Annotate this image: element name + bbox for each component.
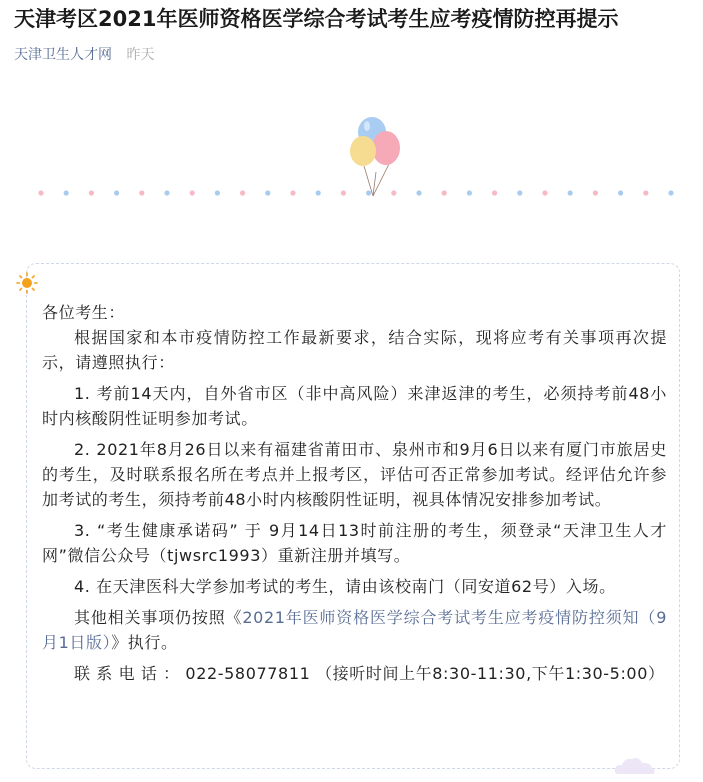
other-matters-paragraph — [42, 605, 667, 655]
divider-dot — [643, 190, 648, 195]
divider-dot — [64, 190, 69, 195]
divider-dot — [265, 190, 270, 195]
greeting: 各位考生： — [42, 303, 126, 322]
divider-dot — [542, 190, 547, 195]
divider-dot — [139, 190, 144, 195]
divider-dot — [89, 190, 94, 195]
divider-dot — [316, 190, 321, 195]
decorative-dots-divider — [36, 188, 676, 198]
guideline-link[interactable]: 2021年医师资格医学综合考试考生应考疫情防控须知（9月1日版） — [42, 608, 667, 652]
balloon-yellow — [350, 136, 376, 166]
divider-dot — [38, 190, 43, 195]
divider-dot — [442, 190, 447, 195]
notice-item-2: 2. 2021年8月26日以来有福建省莆田市、泉州市和9月6日以来有厦门市旅居史的考生，及时联系报名所在考点并上报考区，评估可否正常参加考试。经评估允许参加考试的考生，须持考前48小时内核酸阴性证明，视具体情况安排参加考试。 — [42, 440, 667, 509]
divider-dot — [366, 190, 371, 195]
notice-item-4: 4. 在天津医科大学参加考试的考生，请由该校南门（同安道62号）入场。 — [74, 577, 616, 596]
publish-time: 昨天 — [126, 47, 155, 63]
divider-dot — [290, 190, 295, 195]
intro-paragraph: 根据国家和本市疫情防控工作最新要求，结合实际，现将应考有关事项再次提示，请遵照执行： — [42, 328, 667, 372]
divider-dot — [492, 190, 497, 195]
divider-dot — [391, 190, 396, 195]
divider-dot — [517, 190, 522, 195]
balloon-pink — [372, 131, 400, 165]
divider-dot — [568, 190, 573, 195]
cloud-decoration-icon — [612, 754, 658, 776]
other-suffix: 》执行。 — [111, 633, 178, 652]
contact-paragraph: 联 系 电 话 ： 022-58077811 （接听时间上午8:30-11:30,下午1:30-5:00） — [74, 664, 665, 683]
source-account-link[interactable]: 天津卫生人才网 — [14, 47, 112, 63]
divider-dot — [190, 190, 195, 195]
other-prefix: 其他相关事项仍按照《 — [74, 608, 243, 627]
divider-dot — [668, 190, 673, 195]
article-title: 天津考区2021年医师资格医学综合考试考生应考疫情防控再提示 — [14, 7, 619, 31]
divider-dot — [215, 190, 220, 195]
divider-dot — [341, 190, 346, 195]
divider-dot — [467, 190, 472, 195]
article-meta — [14, 44, 154, 66]
sun-icon — [16, 272, 38, 294]
notice-item-3: 3. “考生健康承诺码” 于 9月14日13时前注册的考生，须登录“天津卫生人才网”微信公众号（tjwsrc1993）重新注册并填写。 — [42, 521, 667, 565]
divider-dot — [240, 190, 245, 195]
notice-content — [42, 300, 667, 692]
divider-dot — [618, 190, 623, 195]
divider-dot — [593, 190, 598, 195]
divider-dot — [114, 190, 119, 195]
notice-item-1: 1. 考前14天内，自外省市区（非中高风险）来津返津的考生，必须持考前48小时内核酸阴性证明参加考试。 — [42, 384, 667, 428]
divider-dot — [164, 190, 169, 195]
divider-dot — [416, 190, 421, 195]
